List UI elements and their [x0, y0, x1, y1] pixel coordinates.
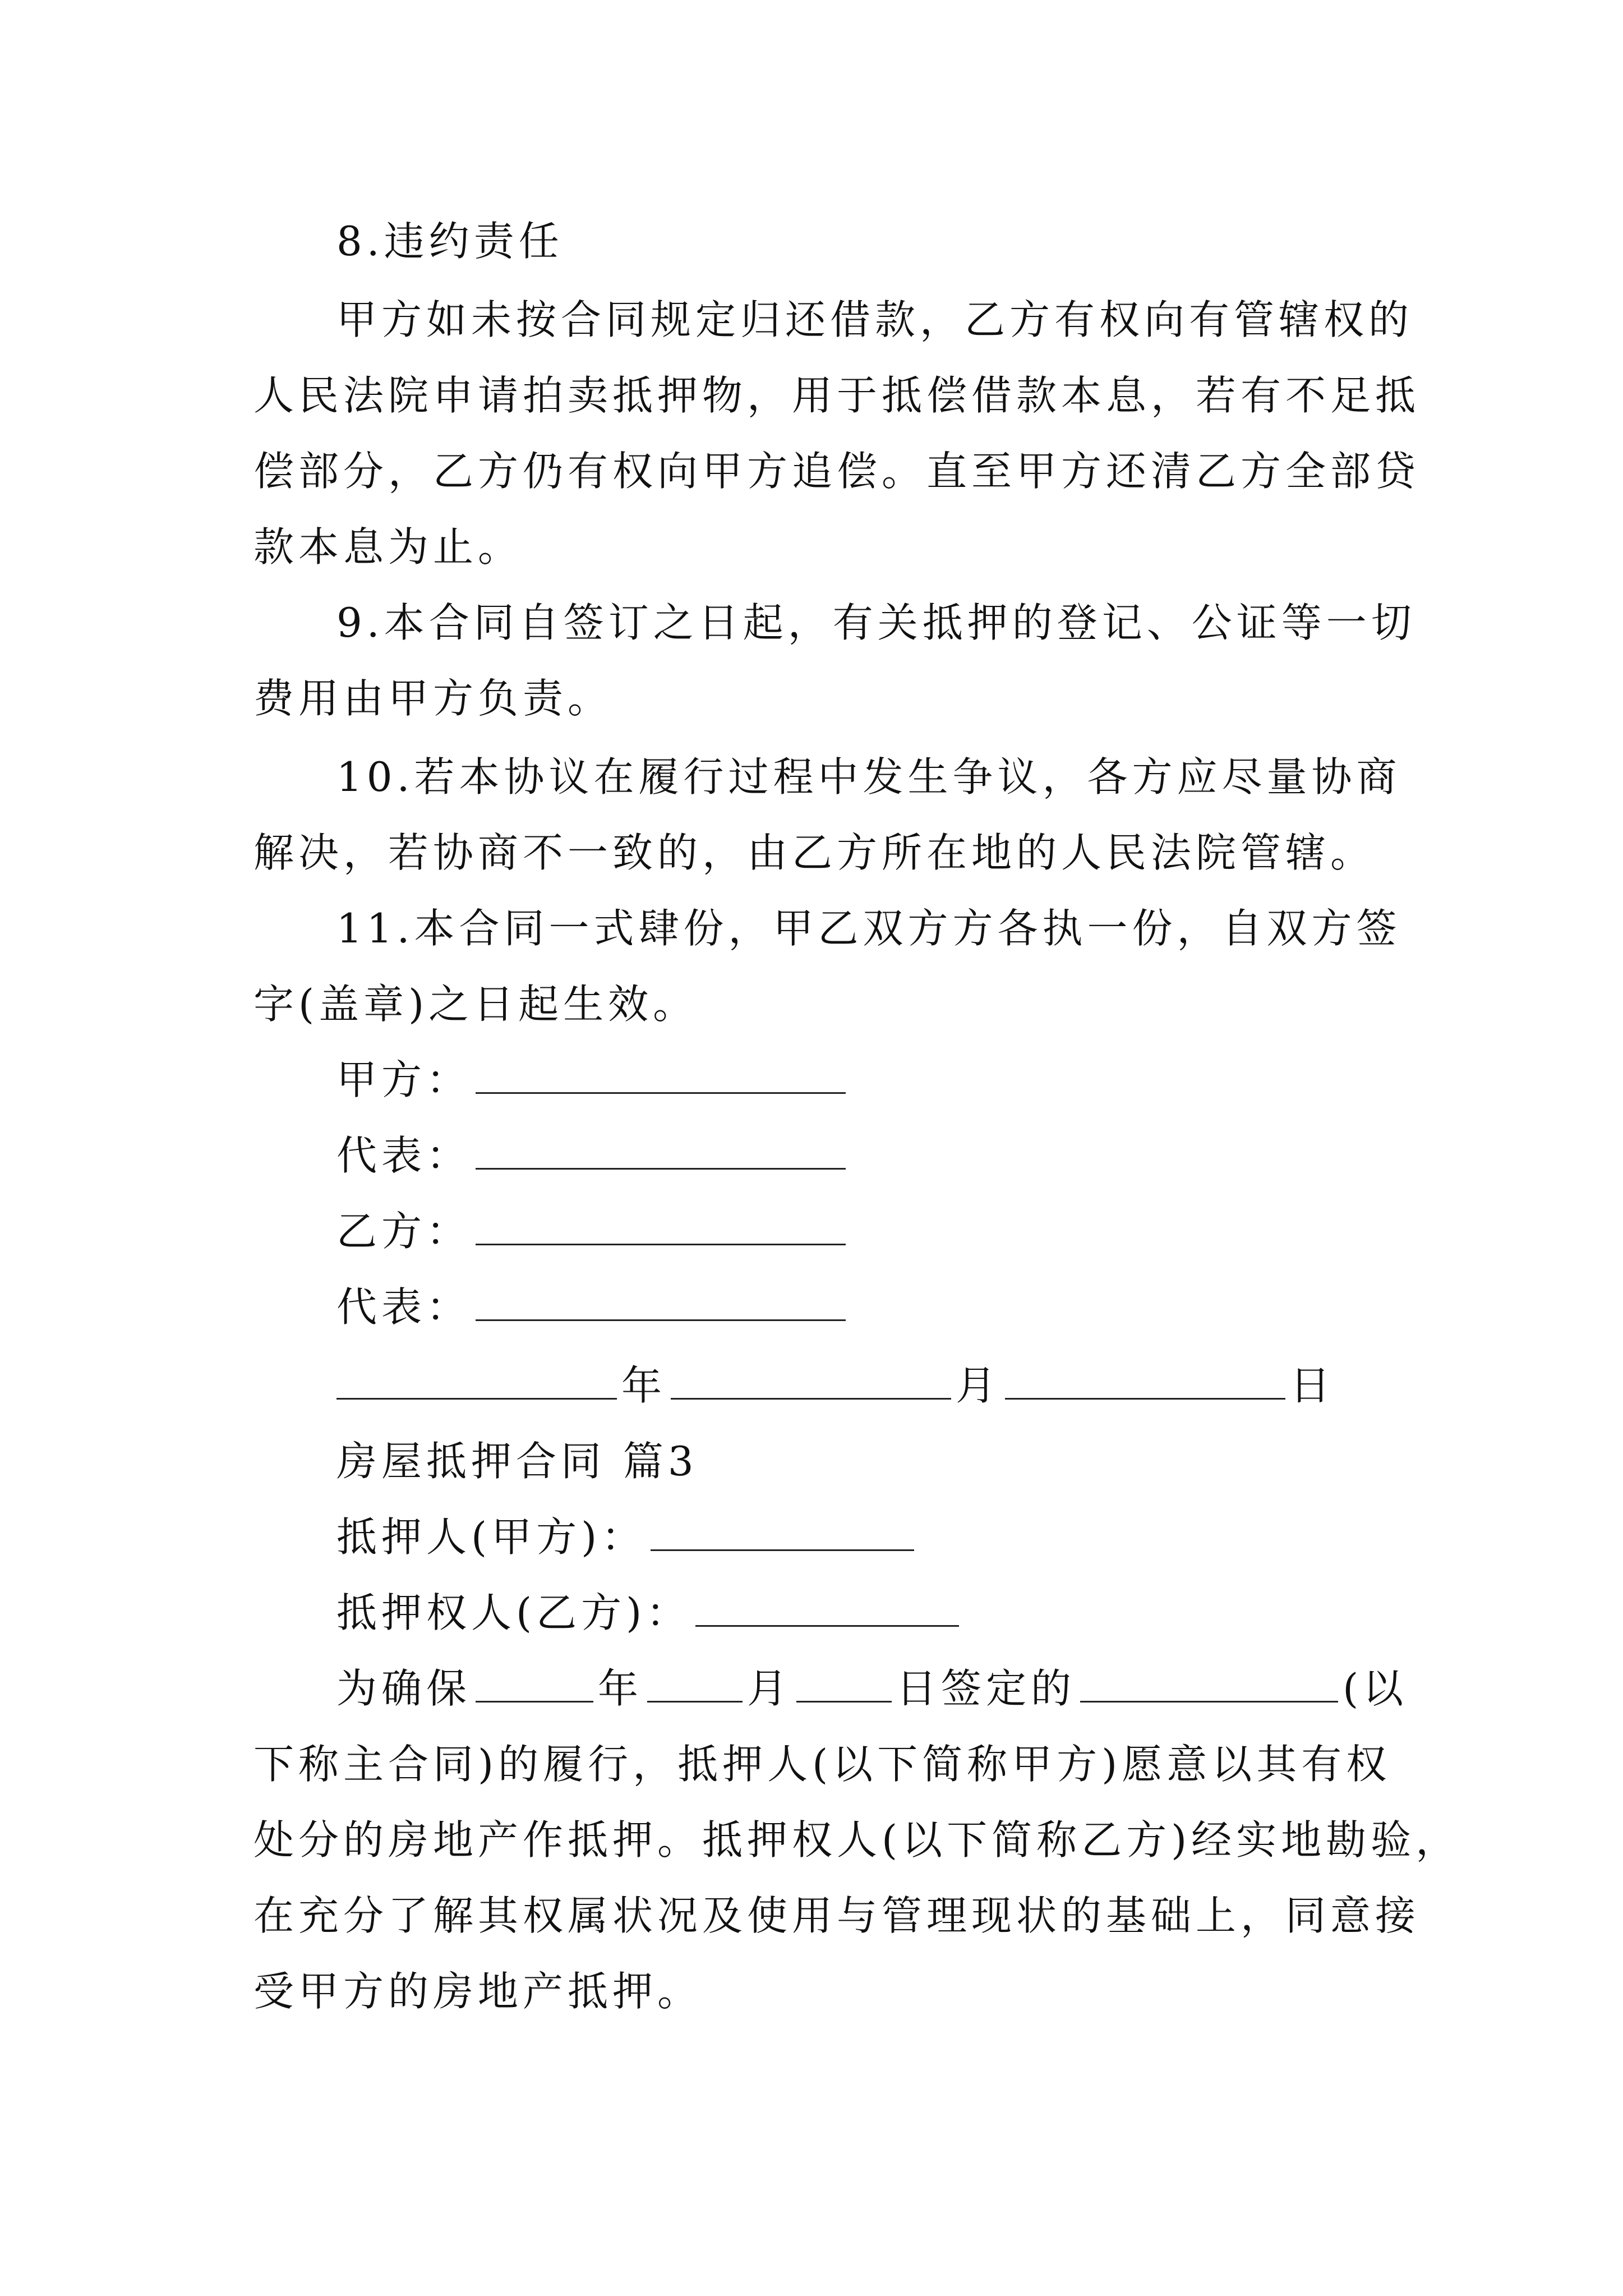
rep-2-blank[interactable]: [476, 1279, 846, 1321]
intro-prefix: 为确保: [336, 1665, 472, 1712]
mortgagee-blank[interactable]: [695, 1585, 959, 1627]
intro-year-blank[interactable]: [476, 1660, 593, 1703]
section-11-line-2: 字(盖章)之日起生效。: [253, 981, 698, 1028]
signature-party-b: [336, 1203, 850, 1259]
intro-suffix: (以: [1343, 1665, 1408, 1712]
section-9-line-1: 9.本合同自签订之日起，有关抵押的登记、公证等一切: [336, 599, 1416, 646]
section-10-line-2: 解决，若协商不一致的，由乙方所在地的人民法院管辖。: [253, 829, 1376, 876]
day-blank[interactable]: [1005, 1358, 1285, 1400]
year-label: 年: [621, 1362, 667, 1409]
mortgagee-label: 抵押权人(乙方)：: [336, 1589, 691, 1636]
intro-day-blank[interactable]: [796, 1660, 892, 1703]
contract-3-line-3: 在充分了解其权属状况及使用与管理现状的基础上，同意接: [253, 1892, 1421, 1939]
section-8-title: 8.违约责任: [336, 218, 564, 265]
main-contract-blank[interactable]: [1080, 1660, 1338, 1703]
section-8-line-2: 人民法院申请拍卖抵押物，用于抵偿借款本息，若有不足抵: [253, 372, 1421, 419]
mortgagor-line: [336, 1509, 919, 1565]
intro-month-label: 月: [747, 1665, 792, 1712]
intro-month-blank[interactable]: [647, 1660, 743, 1703]
intro-line-1: [336, 1660, 1408, 1717]
contract-3-line-2: 处分的房地产作抵押。抵押权人(以下简称乙方)经实地勘验，: [253, 1816, 1461, 1864]
section-11-line-1: 11.本合同一式肆份，甲乙双方方各执一份，自双方签: [336, 905, 1401, 952]
date-line: [336, 1358, 1335, 1414]
party-b-blank[interactable]: [476, 1203, 846, 1245]
month-blank[interactable]: [671, 1358, 951, 1400]
mortgagee-line: [336, 1585, 963, 1641]
section-8-line-3: 偿部分，乙方仍有权向甲方追偿。直至甲方还清乙方全部贷: [253, 448, 1421, 495]
party-a-blank[interactable]: [476, 1052, 846, 1094]
section-8-line-1: 甲方如未按合同规定归还借款，乙方有权向有管辖权的: [336, 296, 1414, 343]
signature-rep-1: [336, 1128, 850, 1184]
party-b-label: 乙方：: [336, 1208, 472, 1255]
contract-3-heading: 房屋抵押合同 篇3: [336, 1438, 698, 1485]
section-8-line-4: 款本息为止。: [253, 523, 523, 570]
intro-signed-label: 日签定的: [896, 1665, 1076, 1712]
section-9-line-2: 费用由甲方负责。: [253, 675, 613, 722]
year-blank[interactable]: [336, 1358, 617, 1400]
contract-3-line-4: 受甲方的房地产抵押。: [253, 1968, 703, 2015]
section-10-line-1: 10.若本协议在履行过程中发生争议，各方应尽量协商: [336, 753, 1401, 800]
month-label: 月: [956, 1362, 1001, 1409]
mortgagor-blank[interactable]: [651, 1509, 914, 1551]
contract-3-line-1: 下称主合同)的履行，抵押人(以下简称甲方)愿意以其有权: [253, 1741, 1391, 1788]
party-a-label: 甲方：: [336, 1056, 472, 1103]
signature-rep-2: [336, 1279, 850, 1335]
rep-2-label: 代表：: [336, 1283, 472, 1331]
mortgagor-label: 抵押人(甲方)：: [336, 1513, 647, 1561]
rep-1-label: 代表：: [336, 1132, 472, 1179]
day-label: 日: [1290, 1362, 1335, 1409]
rep-1-blank[interactable]: [476, 1128, 846, 1170]
intro-year-label: 年: [598, 1665, 643, 1712]
signature-party-a: [336, 1052, 850, 1108]
